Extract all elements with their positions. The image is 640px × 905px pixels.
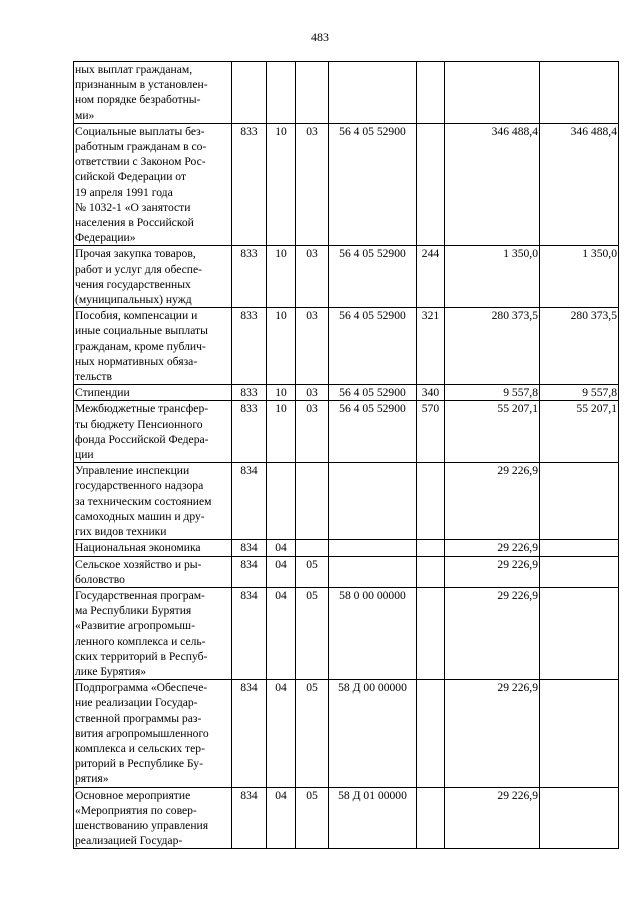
subsection-code-cell: 03 [296, 401, 329, 463]
row-name-cell: Национальная экономика [74, 540, 232, 556]
amount-1-cell: 9 557,8 [445, 385, 540, 401]
section-code-cell [267, 62, 296, 124]
row-name-cell: Прочая закупка товаров, работ и услуг для обеспе- чения государственных (муниципальных) нужд [74, 246, 232, 308]
row-name-cell: Межбюджетные трансфер- ты бюджету Пенсионного фонда Российской Федера- ции [74, 401, 232, 463]
subsection-code-cell: 03 [296, 246, 329, 308]
grbs-code-cell [232, 62, 267, 124]
table-row [74, 556, 619, 587]
amount-2-cell [540, 540, 619, 556]
expense-type-code-cell: 244 [417, 246, 445, 308]
table-row [74, 680, 619, 787]
expense-type-code-cell: 321 [417, 308, 445, 385]
amount-1-cell: 1 350,0 [445, 246, 540, 308]
row-name-cell: Социальные выплаты без- работным гражданам в со- ответствии с Законом Рос- сийской Федерации от 19 апреля 1991 года № 1032-1 «О занятости населения в Российской Федерации» [74, 123, 232, 246]
table-row [74, 246, 619, 308]
grbs-code-cell: 834 [232, 587, 267, 679]
amount-1-cell: 29 226,9 [445, 463, 540, 540]
amount-2-cell [540, 680, 619, 787]
target-article-code-cell [329, 540, 417, 556]
budget-table [73, 61, 619, 849]
expense-type-code-cell [417, 680, 445, 787]
amount-2-cell [540, 556, 619, 587]
grbs-code-cell: 834 [232, 463, 267, 540]
amount-1-cell: 29 226,9 [445, 587, 540, 679]
table-row [74, 308, 619, 385]
table-row [74, 123, 619, 246]
amount-1-cell [445, 62, 540, 124]
budget-table-body [74, 62, 619, 849]
expense-type-code-cell: 570 [417, 401, 445, 463]
amount-1-cell: 55 207,1 [445, 401, 540, 463]
amount-2-cell [540, 62, 619, 124]
row-name-cell: Основное мероприятие «Мероприятия по совер- шенствованию управления реализацией Государ- [74, 787, 232, 849]
section-code-cell: 04 [267, 787, 296, 849]
section-code-cell: 04 [267, 680, 296, 787]
section-code-cell: 04 [267, 587, 296, 679]
amount-2-cell: 280 373,5 [540, 308, 619, 385]
section-code-cell: 10 [267, 123, 296, 246]
amount-1-cell: 29 226,9 [445, 556, 540, 587]
subsection-code-cell: 05 [296, 556, 329, 587]
grbs-code-cell: 833 [232, 385, 267, 401]
amount-2-cell [540, 587, 619, 679]
target-article-code-cell [329, 62, 417, 124]
table-row [74, 401, 619, 463]
table-row [74, 587, 619, 679]
subsection-code-cell: 05 [296, 787, 329, 849]
subsection-code-cell: 03 [296, 308, 329, 385]
target-article-code-cell: 56 4 05 52900 [329, 246, 417, 308]
target-article-code-cell [329, 556, 417, 587]
amount-1-cell: 29 226,9 [445, 540, 540, 556]
grbs-code-cell: 833 [232, 246, 267, 308]
expense-type-code-cell [417, 463, 445, 540]
subsection-code-cell: 05 [296, 680, 329, 787]
target-article-code-cell: 56 4 05 52900 [329, 401, 417, 463]
row-name-cell: Подпрограмма «Обеспече- ние реализации Государ- ственной программы раз- вития агропромышленного комплекса и сельских тер- риторий в Республике Бу- рятия» [74, 680, 232, 787]
section-code-cell: 10 [267, 385, 296, 401]
row-name-cell: ных выплат гражданам, признанным в установлен- ном порядке безработны- ми» [74, 62, 232, 124]
expense-type-code-cell [417, 587, 445, 679]
grbs-code-cell: 834 [232, 540, 267, 556]
grbs-code-cell: 834 [232, 680, 267, 787]
grbs-code-cell: 834 [232, 787, 267, 849]
table-row [74, 540, 619, 556]
subsection-code-cell [296, 463, 329, 540]
grbs-code-cell: 833 [232, 401, 267, 463]
expense-type-code-cell [417, 556, 445, 587]
expense-type-code-cell [417, 123, 445, 246]
amount-1-cell: 29 226,9 [445, 787, 540, 849]
amount-1-cell: 29 226,9 [445, 680, 540, 787]
amount-1-cell: 280 373,5 [445, 308, 540, 385]
table-row [74, 62, 619, 124]
section-code-cell: 10 [267, 308, 296, 385]
row-name-cell: Пособия, компенсации и иные социальные выплаты гражданам, кроме публич- ных нормативных обяза- тельств [74, 308, 232, 385]
row-name-cell: Государственная програм- ма Республики Бурятия «Развитие агропромыш- ленного комплекса и сель- ских территорий в Респуб- лике Бурятия» [74, 587, 232, 679]
amount-2-cell [540, 463, 619, 540]
subsection-code-cell [296, 62, 329, 124]
subsection-code-cell: 03 [296, 385, 329, 401]
amount-2-cell: 1 350,0 [540, 246, 619, 308]
target-article-code-cell [329, 463, 417, 540]
row-name-cell: Управление инспекции государственного надзора за техническим состоянием самоходных машин и дру- гих видов техники [74, 463, 232, 540]
target-article-code-cell: 56 4 05 52900 [329, 308, 417, 385]
amount-1-cell: 346 488,4 [445, 123, 540, 246]
target-article-code-cell: 58 0 00 00000 [329, 587, 417, 679]
section-code-cell: 10 [267, 246, 296, 308]
table-row [74, 787, 619, 849]
table-row [74, 385, 619, 401]
expense-type-code-cell [417, 787, 445, 849]
amount-2-cell: 55 207,1 [540, 401, 619, 463]
table-row [74, 463, 619, 540]
subsection-code-cell: 03 [296, 123, 329, 246]
section-code-cell [267, 463, 296, 540]
expense-type-code-cell [417, 540, 445, 556]
target-article-code-cell: 58 Д 01 00000 [329, 787, 417, 849]
amount-2-cell [540, 787, 619, 849]
grbs-code-cell: 833 [232, 123, 267, 246]
row-name-cell: Сельское хозяйство и ры- боловство [74, 556, 232, 587]
page-number: 483 [311, 30, 329, 44]
subsection-code-cell [296, 540, 329, 556]
amount-2-cell: 9 557,8 [540, 385, 619, 401]
grbs-code-cell: 833 [232, 308, 267, 385]
section-code-cell: 04 [267, 556, 296, 587]
target-article-code-cell: 56 4 05 52900 [329, 123, 417, 246]
section-code-cell: 10 [267, 401, 296, 463]
expense-type-code-cell: 340 [417, 385, 445, 401]
amount-2-cell: 346 488,4 [540, 123, 619, 246]
expense-type-code-cell [417, 62, 445, 124]
target-article-code-cell: 58 Д 00 00000 [329, 680, 417, 787]
target-article-code-cell: 56 4 05 52900 [329, 385, 417, 401]
subsection-code-cell: 05 [296, 587, 329, 679]
row-name-cell: Стипендии [74, 385, 232, 401]
section-code-cell: 04 [267, 540, 296, 556]
grbs-code-cell: 834 [232, 556, 267, 587]
